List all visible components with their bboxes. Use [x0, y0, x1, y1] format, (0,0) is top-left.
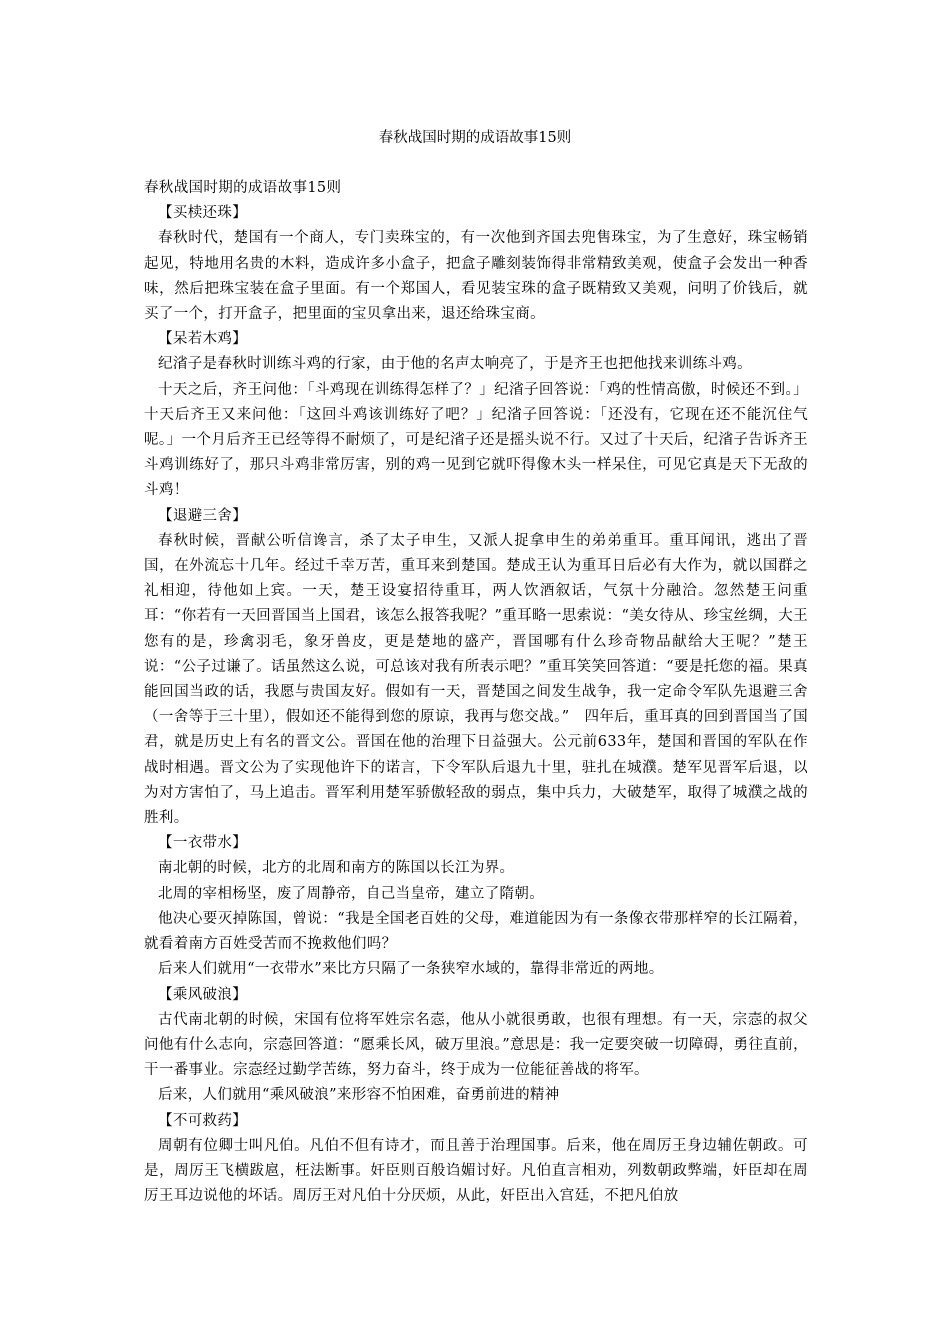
document-title: 春秋战国时期的成语故事15则 [378, 130, 572, 146]
story-paragraph: 后来人们就用“一衣带水”来比方只隔了一条狭窄水域的，靠得非常近的两地。 [158, 961, 664, 978]
story-paragraph: 春秋时候，晋献公听信谗言，杀了太子申生，又派人捉拿申生的弟弟重耳。重耳闻讯，逃出了晋国，在外流忘十几年。经过千幸万苦，重耳来到楚国。楚成王认为重耳日后必有大作为，就以国群之礼相迎，待他如上宾。一天，楚王设宴招待重耳，两人饮酒叙话，气氛十分融洽。忽然楚王问重耳：“你若有一天回晋国当上国君，该怎么报答我呢？”重耳略一思索说：“美女待从、珍宝丝绸，大王您有的是，珍禽羽毛，象牙兽皮，更是楚地的盛产，晋国哪有什么珍奇物品献给大王呢？”楚王说：“公子过谦了。话虽然这么说，可总该对我有所表示吧？”重耳笑笑回答道：“要是托您的福。果真能回国当政的话，我愿与贵国友好。假如有一天，晋楚国之间发生战争，我一定命令军队先退避三舍（一舍等于三十里），假如还不能得到您的原谅，我再与您交战。” 四年后，重耳真的回到晋国当了国君，就是历史上有名的晋文公。晋国在他的治理下日益强大。公元前633年，楚国和晋国的军队在作战时相遇。晋文公为了实现他许下的诺言，下令军队后退九十里，驻扎在城濮。楚军见晋军后退，以为对方害怕了，马上追击。晋军利用楚军骄傲轻敌的弱点，集中兵力，大破楚军，取得了城濮之战的胜利。 [144, 532, 808, 827]
story-heading: 【不可救药】 [158, 1112, 248, 1129]
story-heading: 【买椟还珠】 [158, 205, 248, 222]
story-paragraph: 古代南北朝的时候，宋国有位将军姓宗名悫，他从小就很勇敢，也很有理想。有一天，宗悫的叔父问他有什么志向，宗悫回答道：“愿乘长风，破万里浪。”意思是：我一定要突破一切障碍，勇往直前，干一番事业。宗悫经过勤学苦练，努力奋斗，终于成为一位能征善战的将军。 [144, 1011, 808, 1079]
story-paragraph: 北周的宰相杨坚，废了周静帝，自己当皇帝，建立了隋朝。 [158, 885, 545, 902]
story-heading: 【一衣带水】 [158, 835, 248, 852]
document-subtitle: 春秋战国时期的成语故事15则 [144, 180, 342, 196]
story-paragraph: 纪渻子是春秋时训练斗鸡的行家，由于他的名声太响亮了，于是齐王也把他找来训练斗鸡。 [158, 356, 752, 373]
document-blocks [144, 201, 808, 1209]
document-body [144, 176, 808, 1209]
story-paragraph: 南北朝的时候，北方的北周和南方的陈国以长江为界。 [158, 860, 515, 877]
story-paragraph: 春秋时代，楚国有一个商人，专门卖珠宝的，有一次他到齐国去兜售珠宝，为了生意好，珠宝畅销起见，特地用名贵的木料，造成许多小盒子，把盒子雕刻装饰得非常精致美观，使盒子会发出一种香味，然后把珠宝装在盒子里面。有一个郑国人，看见装宝珠的盒子既精致又美观，问明了价钱后，就买了一个，打开盒子，把里面的宝贝拿出来，退还给珠宝商。 [144, 230, 808, 323]
story-heading: 【呆若木鸡】 [158, 331, 248, 348]
story-paragraph: 十天之后，齐王问他：「斗鸡现在训练得怎样了？」纪渻子回答说：「鸡的性情高傲，时候还不到。」十天后齐王又来问他：「这回斗鸡该训练好了吧？」纪渻子回答说：「还没有，它现在还不能沉住气呢。」一个月后齐王已经等得不耐烦了，可是纪渻子还是摇头说不行。又过了十天后，纪渻子告诉齐王斗鸡训练好了，那只斗鸡非常厉害，别的鸡一见到它就吓得像木头一样呆住，可见它真是天下无敌的斗鸡！ [144, 381, 808, 499]
story-paragraph: 周朝有位卿士叫凡伯。凡伯不但有诗才，而且善于治理国事。后来，他在周厉王身边辅佐朝政。可是，周厉王飞横跋扈，枉法断事。奸臣则百般诌媚讨好。凡伯直言相劝，列数朝政弊端，奸臣却在周厉王耳边说他的坏话。周厉王对凡伯十分厌烦，从此，奸臣出入宫廷，不把凡伯放 [144, 1137, 808, 1205]
story-heading: 【退避三舍】 [158, 507, 248, 524]
story-paragraph: 他决心要灭掉陈国，曾说：“我是全国老百姓的父母，难道能因为有一条像衣带那样窄的长江隔着，就看着南方百姓受苦而不挽救他们吗？ [144, 910, 808, 953]
story-paragraph: 后来，人们就用“乘风破浪”来形容不怕困难，奋勇前进的精神 [158, 1087, 560, 1104]
story-heading: 【乘风破浪】 [158, 986, 248, 1003]
